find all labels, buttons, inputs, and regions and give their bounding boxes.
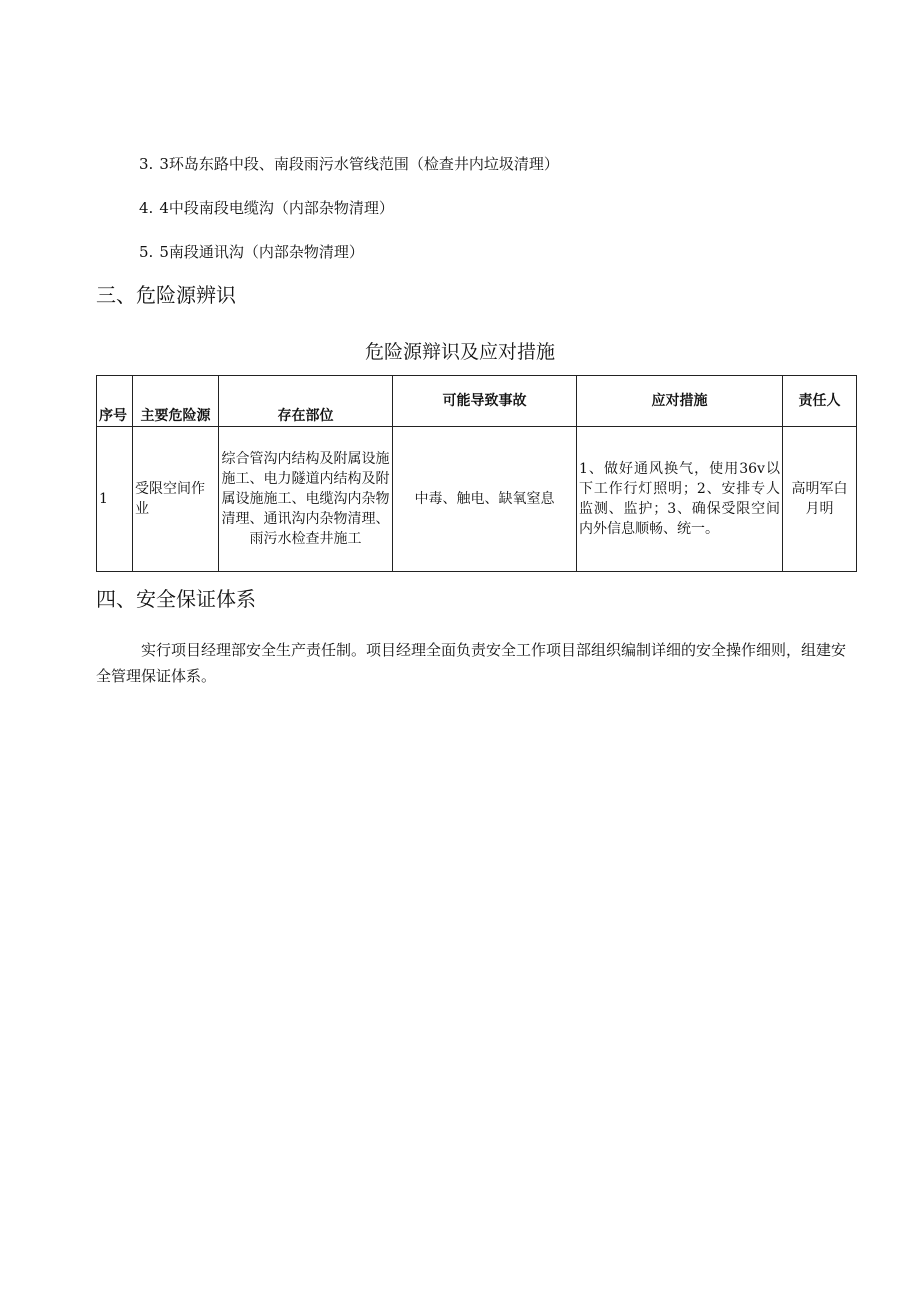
header-owner: 责任人 <box>783 376 857 427</box>
header-location: 存在部位 <box>219 376 393 427</box>
hazard-table <box>96 375 857 572</box>
list-item-text: 3环岛东路中段、南段雨污水管线范围（检查井内垃圾清理） <box>159 155 559 173</box>
list-item <box>139 198 394 218</box>
cell-seq: 1 <box>97 427 133 572</box>
header-accident: 可能导致事故 <box>393 376 577 427</box>
cell-accident: 中毒、触电、缺氧窒息 <box>393 427 577 572</box>
header-hazard: 主要危险源 <box>133 376 219 427</box>
list-item-number: 4. <box>139 199 154 217</box>
cell-measures: 1、做好通风换气，使用36v以下工作行灯照明；2、安排专人监测、监护；3、确保受限空间内外信息顺畅、统一。 <box>577 427 783 572</box>
list-item-number: 3. <box>139 155 154 173</box>
list-item <box>139 154 559 174</box>
section-heading-hazard-identification: 三、危险源辨识 <box>96 283 236 307</box>
list-item <box>139 242 364 262</box>
table-header-row <box>97 376 857 427</box>
cell-owner: 高明军白月明 <box>783 427 857 572</box>
header-measures: 应对措施 <box>577 376 783 427</box>
list-item-text: 5南段通讯沟（内部杂物清理） <box>159 243 364 261</box>
section-heading-safety-assurance: 四、安全保证体系 <box>96 587 256 611</box>
list-item-text: 4中段南段电缆沟（内部杂物清理） <box>159 199 394 217</box>
header-seq: 序号 <box>97 376 133 427</box>
table-title: 危险源辩识及应对措施 <box>364 341 555 363</box>
body-paragraph: 实行项目经理部安全生产责任制。项目经理全面负责安全工作项目部组织编制详细的安全操作细则，组建安全管理保证体系。 <box>96 641 847 685</box>
list-item-number: 5. <box>139 243 154 261</box>
table-row <box>97 427 857 572</box>
cell-location: 综合管沟内结构及附属设施施工、电力隧道内结构及附属设施施工、电缆沟内杂物清理、通讯沟内杂物清理、雨污水检查井施工 <box>219 427 393 572</box>
cell-hazard: 受限空间作业 <box>133 427 219 572</box>
